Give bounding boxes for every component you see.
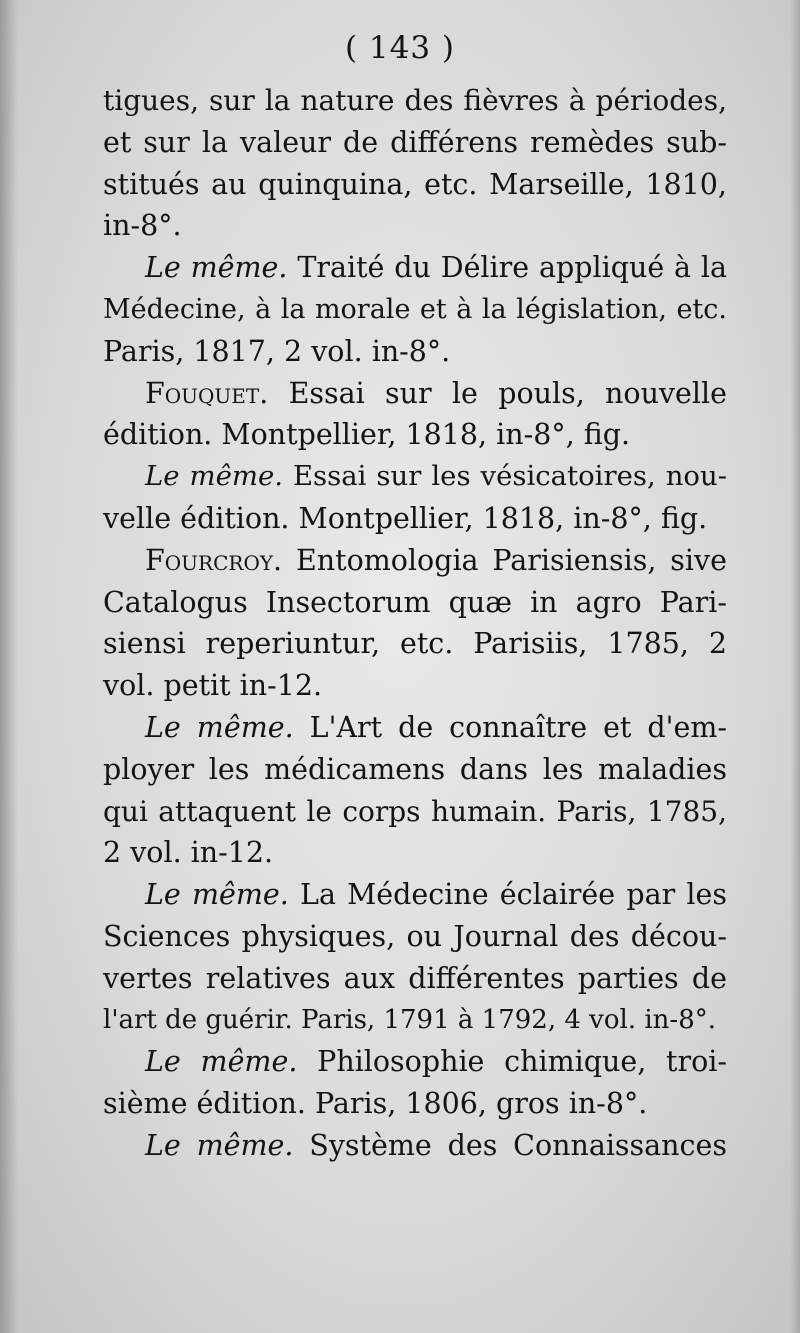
line-text: La Médecine éclairée par les bbox=[288, 878, 727, 912]
line-text: Essai sur les vésicatoires, nou- bbox=[282, 460, 727, 493]
same-author-marker: Le même. bbox=[145, 1128, 294, 1162]
line-text: velle édition. Montpellier, 1818, in-8°, fig. bbox=[103, 501, 708, 535]
same-author-marker: Le même. bbox=[145, 460, 283, 493]
line-text: L'Art de connaître et d'em- bbox=[293, 710, 727, 744]
line-text: sième édition. Paris, 1806, gros in-8°. bbox=[103, 1087, 648, 1121]
text-line bbox=[103, 582, 727, 624]
text-line bbox=[103, 373, 727, 415]
same-author-marker: Le même. bbox=[145, 878, 289, 912]
line-text: Paris, 1817, 2 vol. in-8°. bbox=[103, 334, 451, 368]
text-line bbox=[103, 164, 727, 206]
line-text: ployer les médicamens dans les maladies bbox=[103, 752, 727, 786]
text-line bbox=[103, 122, 727, 164]
line-text: vertes relatives aux différentes parties de bbox=[103, 961, 727, 995]
text-line bbox=[103, 916, 727, 958]
line-text: édition. Montpellier, 1818, in-8°, fig. bbox=[103, 418, 631, 452]
line-text: Essai sur le pouls, nouvelle bbox=[268, 376, 727, 410]
line-text: et sur la valeur de différens remèdes sub- bbox=[103, 125, 727, 159]
same-author-marker: Le même. bbox=[145, 251, 288, 285]
text-line bbox=[103, 456, 727, 498]
line-text: Entomologia Parisiensis, sive bbox=[282, 543, 727, 577]
text-line bbox=[103, 832, 727, 874]
text-line bbox=[103, 1041, 727, 1083]
line-text: vol. petit in-12. bbox=[103, 669, 323, 703]
text-line bbox=[103, 958, 727, 1000]
page-gutter-shadow bbox=[0, 0, 18, 1333]
line-text: qui attaquent le corps humain. Paris, 1785, bbox=[103, 794, 727, 828]
line-text: tigues, sur la nature des fièvres à périodes, bbox=[103, 84, 727, 117]
body-text bbox=[103, 80, 727, 1167]
same-author-marker: Le même. bbox=[145, 1045, 298, 1079]
author-name: Fouquet. bbox=[145, 376, 269, 410]
line-text: Système des Connaissances bbox=[293, 1128, 727, 1162]
line-text: Philosophie chimique, troi- bbox=[297, 1045, 727, 1079]
text-line bbox=[103, 749, 727, 791]
text-line bbox=[103, 414, 727, 456]
text-line bbox=[103, 874, 727, 916]
text-line bbox=[103, 623, 727, 665]
line-text: 2 vol. in-12. bbox=[103, 836, 274, 870]
line-text: Catalogus Insectorum quæ in agro Pari- bbox=[103, 585, 727, 619]
text-line bbox=[103, 289, 727, 331]
line-text: in-8°. bbox=[103, 209, 182, 243]
text-line bbox=[103, 1000, 727, 1042]
line-text: Médecine, à la morale et à la législation, etc. bbox=[103, 293, 727, 325]
text-line bbox=[103, 331, 727, 373]
text-line bbox=[103, 540, 727, 582]
text-line bbox=[103, 498, 727, 540]
text-line bbox=[103, 791, 727, 833]
text-line bbox=[103, 80, 727, 122]
page-edge-shadow bbox=[790, 0, 800, 1333]
author-name: Fourcroy. bbox=[145, 543, 283, 577]
line-text: siensi reperiuntur, etc. Parisiis, 1785, 2 bbox=[103, 627, 727, 661]
line-text: Traité du Délire appliqué à la bbox=[287, 251, 727, 285]
line-text: l'art de guérir. Paris, 1791 à 1792, 4 vol. in-8°. bbox=[103, 1004, 717, 1035]
text-line bbox=[103, 1125, 727, 1167]
line-text: Sciences physiques, ou Journal des décou- bbox=[103, 919, 727, 953]
text-line bbox=[103, 247, 727, 289]
page-number: ( 143 ) bbox=[344, 30, 456, 66]
line-text: stitués au quinquina, etc. Marseille, 1810, bbox=[103, 167, 727, 201]
text-line bbox=[103, 1083, 727, 1125]
text-line bbox=[103, 665, 727, 707]
text-line bbox=[103, 205, 727, 247]
text-line bbox=[103, 707, 727, 749]
same-author-marker: Le même. bbox=[145, 710, 294, 744]
